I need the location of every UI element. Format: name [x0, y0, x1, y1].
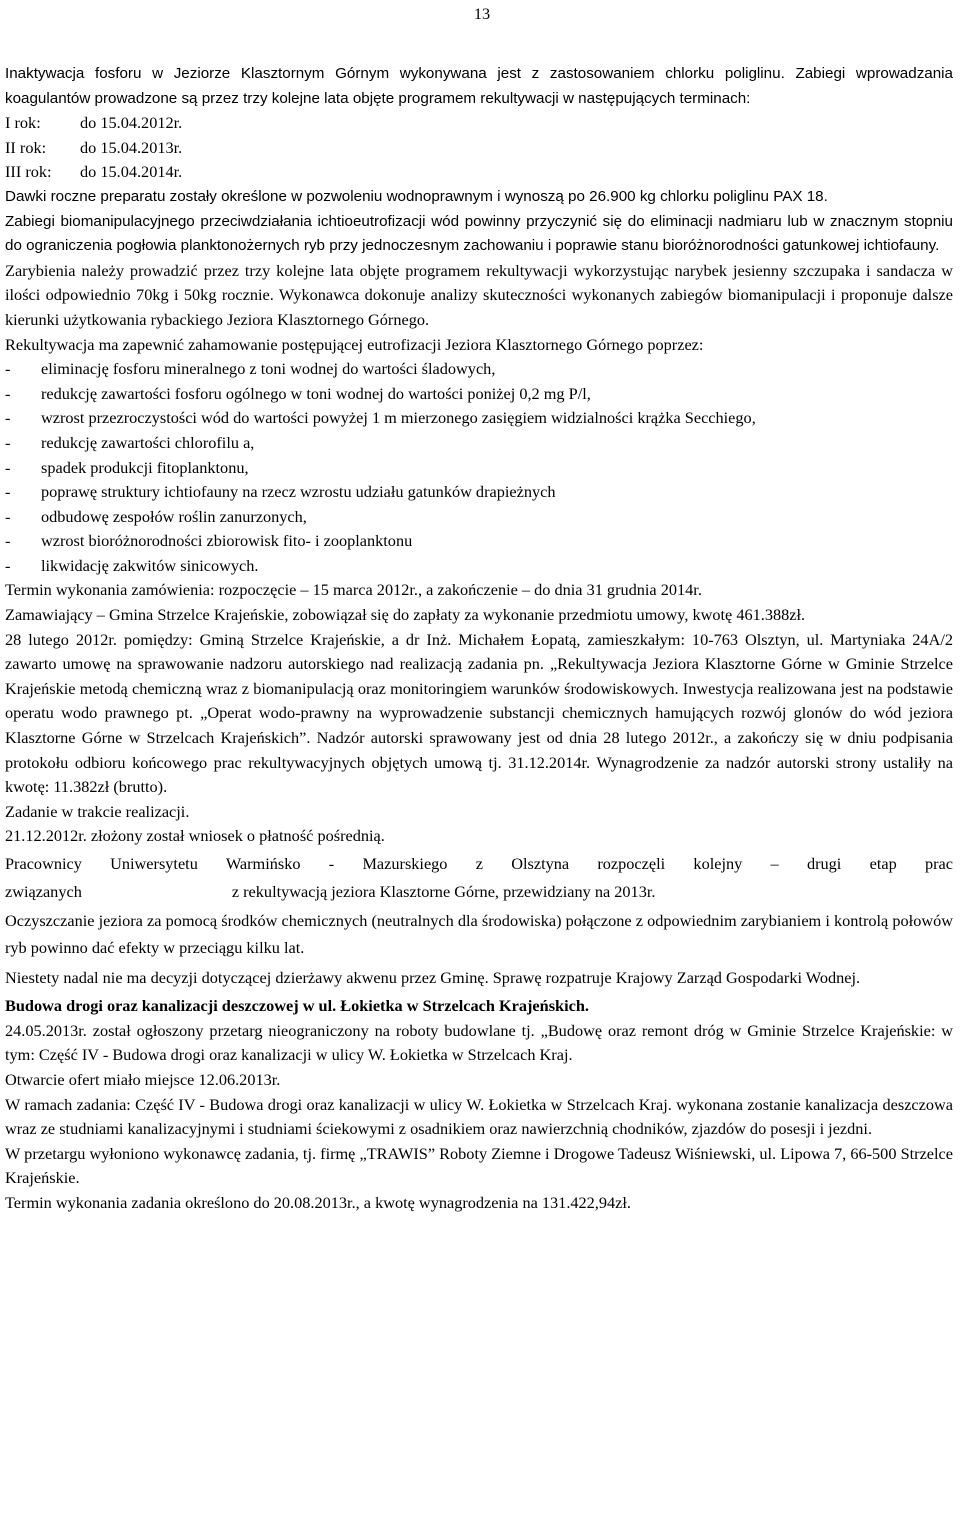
term-date: do 15.04.2012r. — [80, 113, 183, 133]
goals-list — [5, 357, 953, 578]
term-row — [5, 160, 953, 185]
paragraph-w-ramach: W ramach zadania: Część IV - Budowa drogi oraz kanalizacji w ulicy W. Łokietka w Strzelcach Kraj. wykonana zostanie kanalizacja deszczowa wraz ze studniami kanalizacyjnymi i studniami ściekowymi z osadnikiem oraz nawierzchnią chodników, zjazdów do posesji i jezdni. — [5, 1094, 953, 1139]
paragraph-przetarg: 24.05.2013r. został ogłoszony przetarg nieograniczony na roboty budowlane tj. „Budowę oraz remont dróg w Gminie Strzelce Krajeńskie: w tym: Część IV - Budowa drogi oraz kanalizacji w ulicy W. Łokietka w Strzelcach Kraj. — [5, 1020, 953, 1065]
page-number: 13 — [473, 4, 491, 23]
paragraph-oczyszczanie: Oczyszczanie jeziora za pomocą środków chemicznych (neutralnych dla środowiska) połączone z odpowiednim zarybianiem i kontrolą połowów ryb powinno dać efekty w przeciągu kilku lat. — [5, 911, 953, 958]
paragraph-zarybienia: Zarybienia należy prowadzić przez trzy kolejne lata objęte programem rekultywacji wykorzystując narybek jesienny szczupaka i sandacza w ilości odpowiednio 70kg i 50kg rocznie. Wykonawca dokonuje analizy skuteczności wykonanych zabiegów biomanipulacji i proponuje dalsze kierunki użytkowania rybackiego Jeziora Klasztornego Górnego. — [5, 260, 953, 329]
term-label: II rok: — [5, 137, 47, 157]
term-label: I rok: — [5, 113, 41, 133]
list-item: - odbudowę zespołów roślin zanurzonych, — [5, 506, 307, 526]
term-label: III rok: — [5, 162, 52, 182]
section-heading-budowa: Budowa drogi oraz kanalizacji deszczowej w ul. Łokietka w Strzelcach Krajeńskich. — [5, 996, 589, 1016]
paragraph-dawki: Dawki roczne preparatu zostały określone w pozwoleniu wodnoprawnym i wynoszą po 26.900 kg chlorku poliglinu PAX 18. — [5, 187, 828, 205]
term-date: do 15.04.2013r. — [80, 137, 183, 157]
list-item: - poprawę struktury ichtiofauny na rzecz wzrostu udziału gatunków drapieżnych — [5, 482, 556, 502]
paragraph-pracownicy-line1: Pracownicy Uniwersytetu Warmińsko - Mazurskiego z Olsztyna rozpoczęli kolejny – drugi etap prac — [5, 854, 953, 873]
term-row — [5, 136, 953, 161]
paragraph-pracownicy-line2 — [5, 880, 953, 905]
page-content — [5, 62, 953, 1216]
paragraph-termin-budowy: Termin wykonania zadania określono do 20.08.2013r., a kwotę wynagrodzenia na 131.422,94zł. — [5, 1192, 631, 1212]
list-item: - spadek produkcji fitoplanktonu, — [5, 457, 249, 477]
paragraph-wylonienie: W przetargu wyłoniono wykonawcę zadania, tj. firmę „TRAWIS” Roboty Ziemne i Drogowe Tadeusz Wiśniewski, ul. Lipowa 7, 66-500 Strzelce Krajeńskie. — [5, 1143, 953, 1188]
pracownicy-part-b: z rekultywacją jeziora Klasztorne Górne, przewidziany na 2013r. — [231, 881, 656, 901]
list-item: - redukcję zawartości chlorofilu a, — [5, 432, 255, 452]
paragraph-umowa: 28 lutego 2012r. pomiędzy: Gminą Strzelce Krajeńskie, a dr Inż. Michałem Łopatą, zamieszkałym: 10-763 Olsztyn, ul. Martyniaka 24A/2 zawarto umowę na sprawowanie nadzoru autorskiego nad realizacją zadania pn. „Rekultywacja Jeziora Klasztorne Górne w Gminie Strzelce Krajeńskie metodą chemiczną wraz z biomanipulacją oraz monitoringiem warunków środowiskowych. Inwestycja realizowana jest na podstawie operatu wodo prawnego pt. „Operat wodo-prawny na wyprowadzenie substancji chemicznych hamujących rozwój glonów do wód jeziora Klasztorne Górne w Strzelcach Krajeńskich”. Nadzór autorski sprawowany jest od dnia 28 lutego 2012r., a zakończy się w dniu podpisania protokołu odbioru końcowego prac rekultywacyjnych objętych umową tj. 31.12.2014r. Wynagrodzenie za nadzór autorski strony ustaliły na kwotę: 11.382zł (brutto). — [5, 629, 953, 797]
paragraph-dzierzawa: Niestety nadal nie ma decyzji dotyczącej dzierżawy akwenu przez Gminę. Sprawę rozpatruje Krajowy Zarząd Gospodarki Wodnej. — [5, 968, 861, 988]
paragraph-termin-zamowienia: Termin wykonania zamówienia: rozpoczęcie – 15 marca 2012r., a zakończenie – do dnia 31 grudnia 2014r. — [5, 580, 702, 600]
list-item: - wzrost bioróżnorodności zbiorowisk fito- i zooplanktonu — [5, 531, 413, 551]
paragraph-intro: Inaktywacja fosforu w Jeziorze Klasztornym Górnym wykonywana jest z zastosowaniem chlorku poliglinu. Zabiegi wprowadzania koagulantów prowadzone są przez trzy kolejne lata objęte programem rekultywacji w następujących terminach: — [5, 65, 953, 107]
pracownicy-part-a: związanych — [5, 881, 82, 901]
terms-list — [5, 111, 953, 185]
term-row — [5, 111, 953, 136]
paragraph-otwarcie: Otwarcie ofert miało miejsce 12.06.2013r. — [5, 1069, 281, 1089]
term-date: do 15.04.2014r. — [80, 162, 183, 182]
list-item: - redukcję zawartości fosforu ogólnego w toni wodnej do wartości poniżej 0,2 mg P/l, — [5, 383, 591, 403]
paragraph-zamawiajacy: Zamawiający – Gmina Strzelce Krajeńskie, zobowiązał się do zapłaty za wykonanie przedmiotu umowy, kwotę 461.388zł. — [5, 605, 806, 625]
paragraph-wniosek: 21.12.2012r. złożony został wniosek o płatność pośrednią. — [5, 826, 385, 846]
paragraph-rekultywacja-intro: Rekultywacja ma zapewnić zahamowanie postępującej eutrofizacji Jeziora Klasztornego Górnego poprzez: — [5, 334, 704, 354]
paragraph-w-trakcie: Zadanie w trakcie realizacji. — [5, 801, 190, 821]
list-item: - wzrost przezroczystości wód do wartości powyżej 1 m mierzonego zasięgiem widzialności krążka Secchiego, — [5, 408, 756, 428]
list-item: - eliminację fosforu mineralnego z toni wodnej do wartości śladowych, — [5, 359, 496, 379]
paragraph-zabiegi-bio: Zabiegi biomanipulacyjnego przeciwdziałania ichtioeutrofizacji wód powinny przyczynić się do eliminacji nadmiaru lub w znacznym stopniu do ograniczenia pogłowia planktonożernych ryb przy jednoczesnym zachowaniu i poprawie stanu bioróżnorodności gatunkowej ichtiofauny. — [5, 212, 953, 255]
list-item: - likwidację zakwitów sinicowych. — [5, 555, 259, 575]
